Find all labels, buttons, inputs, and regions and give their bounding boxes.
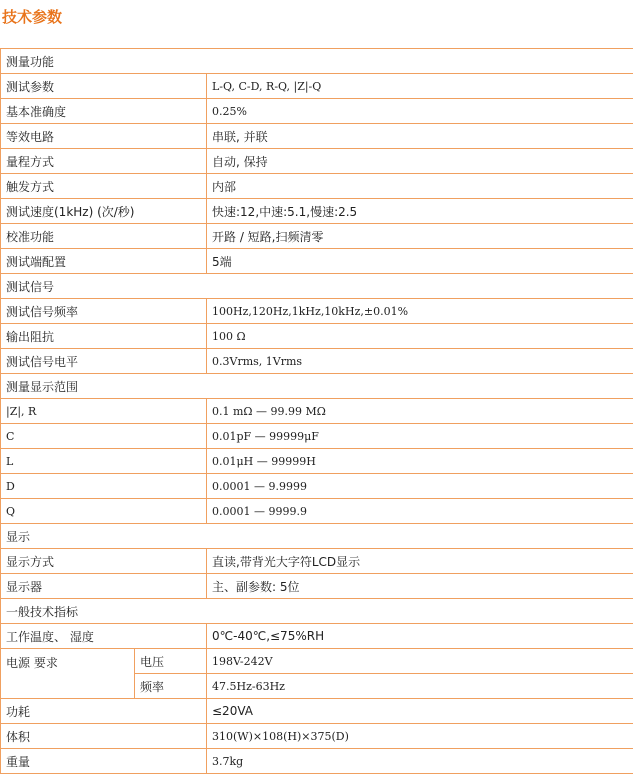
table-row <box>1 224 633 249</box>
param-label: 输出阻抗 <box>1 324 207 349</box>
table-row <box>1 574 633 599</box>
param-label: 测试端配置 <box>1 249 207 274</box>
param-value: 100 Ω <box>207 324 633 349</box>
param-value: 0℃-40℃,≤75%RH <box>207 624 633 649</box>
param-label: D <box>1 474 207 499</box>
section-heading: 一般技术指标 <box>1 599 633 624</box>
param-value: ≤20VA <box>207 699 633 724</box>
table-row <box>1 124 633 149</box>
param-value: 0.3Vrms, 1Vrms <box>207 349 633 374</box>
table-row <box>1 199 633 224</box>
table-row <box>1 549 633 574</box>
param-label: 测试信号频率 <box>1 299 207 324</box>
param-label: 量程方式 <box>1 149 207 174</box>
param-value: 0.01μH — 99999H <box>207 449 633 474</box>
param-value: 3.7kg <box>207 749 633 774</box>
table-row <box>1 699 633 724</box>
section-heading: 测试信号 <box>1 274 633 299</box>
table-row <box>1 149 633 174</box>
page-title: 技术参数 <box>2 6 62 27</box>
param-label: |Z|, R <box>1 399 207 424</box>
table-row <box>1 174 633 199</box>
table-row <box>1 299 633 324</box>
param-value: 内部 <box>207 174 633 199</box>
param-label: 触发方式 <box>1 174 207 199</box>
param-value: 快速:12,中速:5.1,慢速:2.5 <box>207 199 633 224</box>
param-label: 校准功能 <box>1 224 207 249</box>
table-row <box>1 424 633 449</box>
section-heading: 测量显示范围 <box>1 374 633 399</box>
table-row <box>1 74 633 99</box>
param-label: 显示方式 <box>1 549 207 574</box>
table-row <box>1 749 633 774</box>
param-value: 串联, 并联 <box>207 124 633 149</box>
power-sub-label: 频率 <box>135 674 207 699</box>
param-value: 开路 / 短路,扫频清零 <box>207 224 633 249</box>
power-sub-value: 47.5Hz-63Hz <box>207 674 633 699</box>
param-value: 0.01pF — 99999μF <box>207 424 633 449</box>
param-label: 基本准确度 <box>1 99 207 124</box>
table-row <box>1 474 633 499</box>
table-row <box>1 499 633 524</box>
power-label: 电源 要求 <box>1 649 135 699</box>
table-row <box>1 449 633 474</box>
param-value: 310(W)×108(H)×375(D) <box>207 724 633 749</box>
param-label: L <box>1 449 207 474</box>
table-row <box>1 99 633 124</box>
param-label: 显示器 <box>1 574 207 599</box>
section-row <box>1 49 633 74</box>
param-value: 直读,带背光大字符LCD显示 <box>207 549 633 574</box>
param-value: 0.0001 — 9999.9 <box>207 499 633 524</box>
param-value: 100Hz,120Hz,1kHz,10kHz,±0.01% <box>207 299 633 324</box>
param-label: 工作温度、 湿度 <box>1 624 207 649</box>
param-label: C <box>1 424 207 449</box>
param-label: 测试速度(1kHz) (次/秒) <box>1 199 207 224</box>
param-label: 测试信号电平 <box>1 349 207 374</box>
section-heading: 显示 <box>1 524 633 549</box>
param-value: L-Q, C-D, R-Q, |Z|-Q <box>207 74 633 99</box>
section-row <box>1 599 633 624</box>
param-label: 重量 <box>1 749 207 774</box>
param-label: 等效电路 <box>1 124 207 149</box>
param-label: 功耗 <box>1 699 207 724</box>
param-label: Q <box>1 499 207 524</box>
section-row <box>1 524 633 549</box>
power-sub-label: 电压 <box>135 649 207 674</box>
table-row <box>1 324 633 349</box>
param-label: 测试参数 <box>1 74 207 99</box>
table-row <box>1 349 633 374</box>
table-row <box>1 649 633 674</box>
param-value: 主、副参数: 5位 <box>207 574 633 599</box>
param-value: 自动, 保持 <box>207 149 633 174</box>
param-value: 0.0001 — 9.9999 <box>207 474 633 499</box>
table-row <box>1 249 633 274</box>
param-value: 5端 <box>207 249 633 274</box>
section-row <box>1 374 633 399</box>
section-heading: 测量功能 <box>1 49 633 74</box>
spec-table <box>0 48 633 774</box>
section-row <box>1 274 633 299</box>
param-label: 体积 <box>1 724 207 749</box>
power-sub-value: 198V-242V <box>207 649 633 674</box>
param-value: 0.1 mΩ — 99.99 MΩ <box>207 399 633 424</box>
table-row <box>1 724 633 749</box>
table-row <box>1 624 633 649</box>
table-row <box>1 399 633 424</box>
param-value: 0.25% <box>207 99 633 124</box>
